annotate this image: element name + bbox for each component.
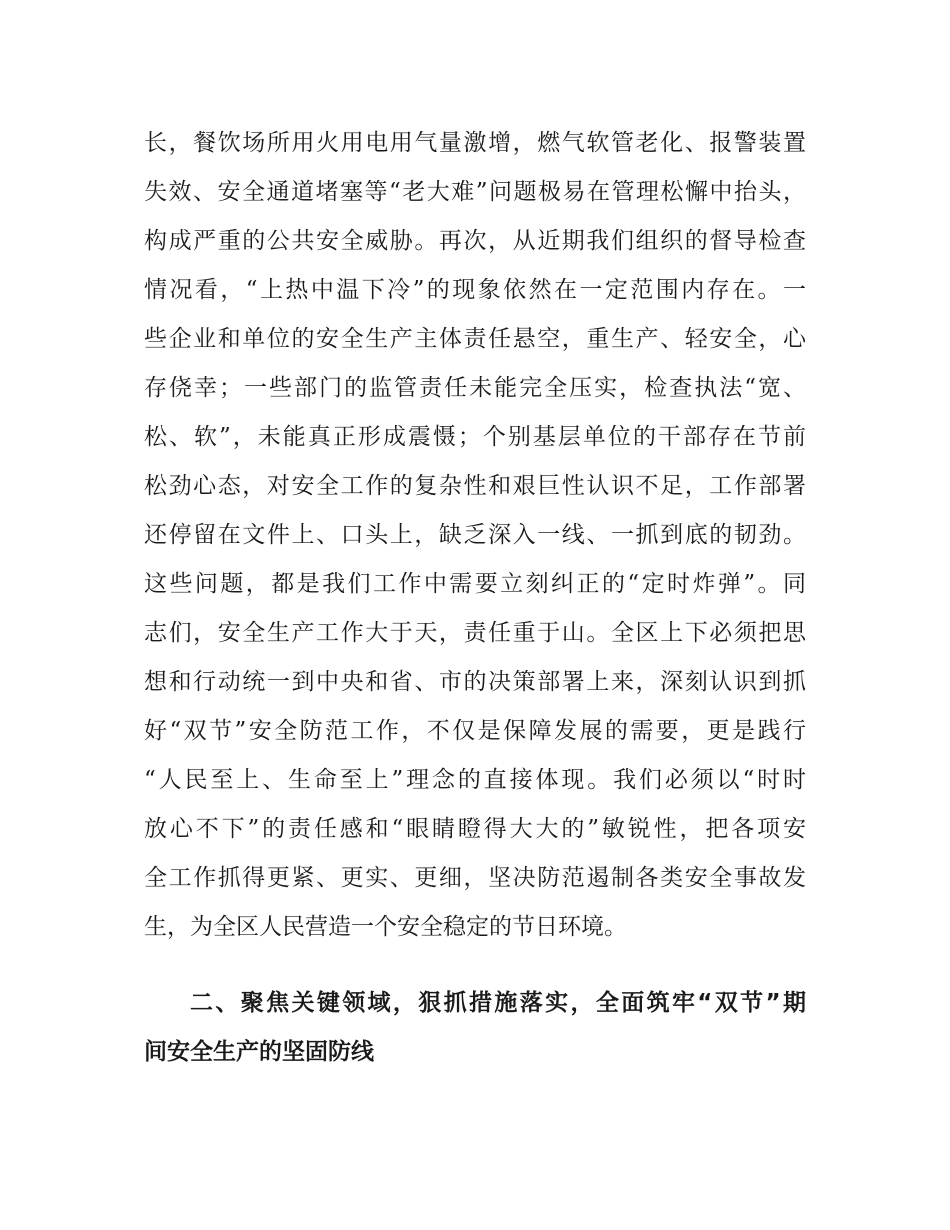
paragraph-line: 志们，安全生产工作大于天，责任重于山。全区上下必须把思 (144, 620, 806, 646)
paragraph-line: 构成严重的公共安全威胁。再次，从近期我们组织的督导检查 (144, 228, 806, 254)
paragraph-line: 长，餐饮场所用火用电用气量激增，燃气软管老化、报警装置 (144, 130, 806, 156)
paragraph-line: 松劲心态，对安全工作的复杂性和艰巨性认识不足，工作部署 (144, 473, 806, 499)
paragraph-line: 还停留在文件上、口头上，缺乏深入一线、一抓到底的韧劲。 (144, 522, 806, 548)
paragraph-line: 失效、安全通道堵塞等“老大难”问题极易在管理松懈中抬头， (144, 179, 806, 205)
paragraph-line: 放心不下”的责任感和“眼睛瞪得大大的”敏锐性，把各项安 (144, 816, 806, 842)
section-heading-line: 二、聚焦关键领域，狠抓措施落实，全面筑牢“双节”期 (190, 990, 806, 1016)
paragraph-line: 这些问题，都是我们工作中需要立刻纠正的“定时炸弹”。同 (144, 571, 806, 597)
paragraph-line: 存侥幸；一些部门的监管责任未能完全压实，检查执法“宽、 (144, 375, 806, 401)
paragraph-line: 想和行动统一到中央和省、市的决策部署上来，深刻认识到抓 (144, 669, 806, 695)
paragraph-line-last: 生，为全区人民营造一个安全稳定的节日环境。 (144, 914, 627, 940)
paragraph-line: “人民至上、生命至上”理念的直接体现。我们必须以“时时 (144, 767, 806, 793)
paragraph-line: 些企业和单位的安全生产主体责任悬空，重生产、轻安全，心 (144, 326, 806, 352)
paragraph-line: 全工作抓得更紧、更实、更细，坚决防范遏制各类安全事故发 (144, 865, 806, 891)
paragraph-line: 情况看，“上热中温下冷”的现象依然在一定范围内存在。一 (144, 277, 806, 303)
paragraph-line: 好“双节”安全防范工作，不仅是保障发展的需要，更是践行 (144, 718, 806, 744)
section-heading-line: 间安全生产的坚固防线 (144, 1039, 374, 1065)
paragraph-line: 松、软”，未能真正形成震慑；个别基层单位的干部存在节前 (144, 424, 806, 450)
